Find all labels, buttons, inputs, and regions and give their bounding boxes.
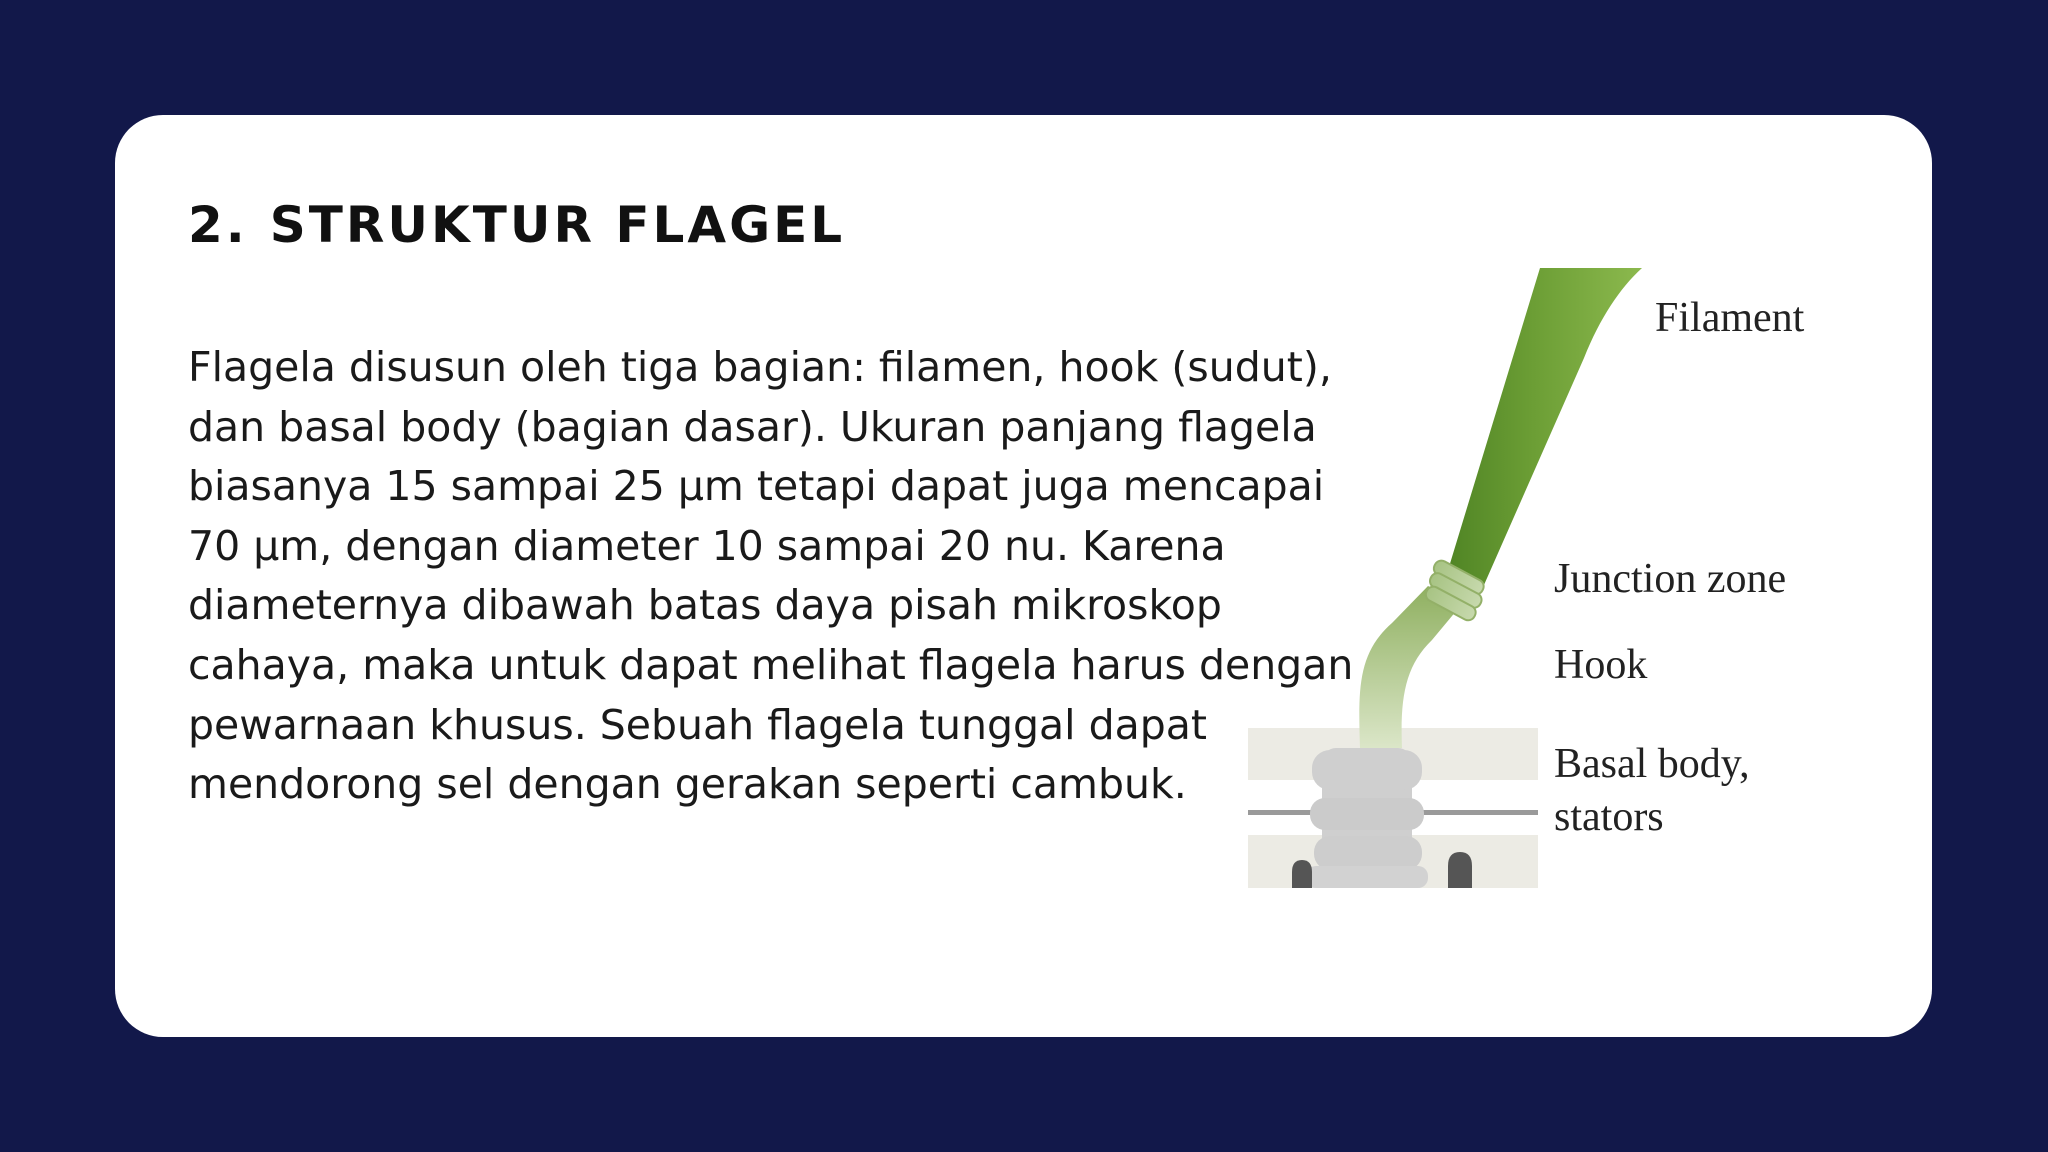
flagellum-diagram xyxy=(1240,268,1890,888)
body-line: mendorong sel dengan gerakan seperti cambuk. xyxy=(188,760,1187,809)
label-filament: Filament xyxy=(1655,295,1805,341)
label-hook: Hook xyxy=(1554,642,1648,688)
stator-left xyxy=(1292,860,1312,888)
stator-right xyxy=(1448,852,1472,888)
body-line: cahaya, maka untuk dapat melihat flagela harus dengan xyxy=(188,640,1354,689)
title-word-1: STRUKTUR xyxy=(269,196,595,254)
body-line: Flagela disusun oleh tiga bagian: filamen, hook (sudut), xyxy=(188,343,1332,391)
body-line: pewarnaan khusus. Sebuah flagela tunggal dapat xyxy=(188,700,1207,749)
label-stators: stators xyxy=(1554,794,1664,840)
slide-title xyxy=(188,190,845,260)
body-line: dan basal body (bagian dasar). Ukuran panjang flagela xyxy=(188,402,1317,451)
title-word-2: FLAGEL xyxy=(615,196,846,254)
label-basal-body: Basal body, xyxy=(1554,741,1750,787)
body-line: biasanya 15 sampai 25 μm tetapi dapat juga mencapai xyxy=(188,462,1325,511)
filament xyxy=(1445,268,1642,594)
body-paragraph xyxy=(188,338,1354,815)
label-junction-zone: Junction zone xyxy=(1554,556,1787,602)
body-line: diameternya dibawah batas daya pisah mikroskop xyxy=(188,581,1222,630)
basal-body xyxy=(1306,748,1428,888)
title-number: 2. xyxy=(188,196,248,254)
body-line: 70 μm, dengan diameter 10 sampai 20 nu. Karena xyxy=(188,521,1226,570)
